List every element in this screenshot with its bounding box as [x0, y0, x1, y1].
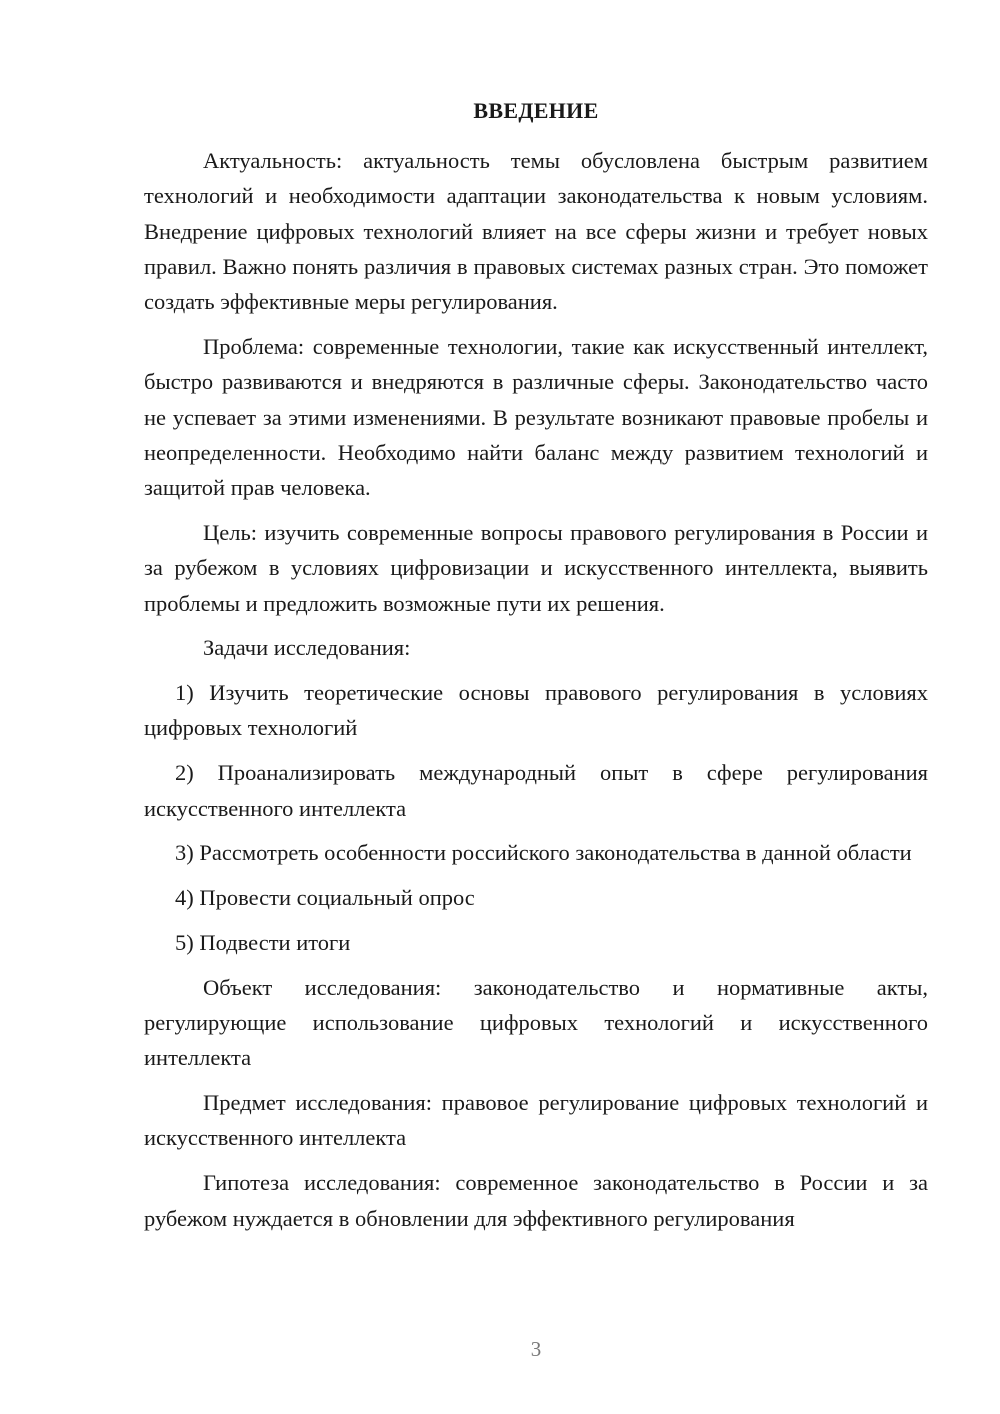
- task-item-4: 4) Провести социальный опрос: [175, 885, 475, 911]
- task-item-2: 2) Проанализировать международный опыт в сфере регулирования искусственного интеллекта: [144, 760, 928, 821]
- task-item-1: 1) Изучить теоретические основы правового регулирования в условиях цифровых технологий: [144, 680, 928, 741]
- paragraph-goal: Цель: изучить современные вопросы правового регулирования в России и за рубежом в условиях цифровизации и искусственного интеллекта, выявить проблемы и предложить возможные пути их решения.: [144, 519, 928, 616]
- paragraph-problem: Проблема: современные технологии, такие как искусственный интеллект, быстро развиваются и внедряются в различные сферы. Законодательство часто не успевает за этими изменениями. В результате возникают правовые пробелы и неопределенности. Необходимо найти баланс между развитием технологий и защитой прав человека.: [144, 333, 928, 501]
- paragraph-subject: Предмет исследования: правовое регулирование цифровых технологий и искусственного интеллекта: [144, 1090, 928, 1151]
- page-title: ВВЕДЕНИЕ: [473, 98, 599, 123]
- paragraph-object: Объект исследования: законодательство и нормативные акты, регулирующие использование цифровых технологий и искусственного интеллекта: [144, 974, 928, 1071]
- task-item-5: 5) Подвести итоги: [175, 929, 351, 955]
- paragraph-relevance: Актуальность: актуальность темы обусловлена быстрым развитием технологий и необходимости адаптации законодательства к новым условиям. Внедрение цифровых технологий влияет на все сферы жизни и требует новых правил. Важно понять различия в правовых системах разных стран. Это поможет создать эффективные меры регулирования.: [144, 148, 928, 315]
- task-item-3: 3) Рассмотреть особенности российского законодательства в данной области: [175, 840, 912, 866]
- page-number: 3: [530, 1337, 542, 1361]
- page-body: [144, 143, 928, 1245]
- paragraph-hypothesis: Гипотеза исследования: современное законодательство в России и за рубежом нуждается в обновлении для эффективного регулирования: [144, 1170, 928, 1231]
- paragraph-tasks-heading: Задачи исследования:: [203, 635, 411, 661]
